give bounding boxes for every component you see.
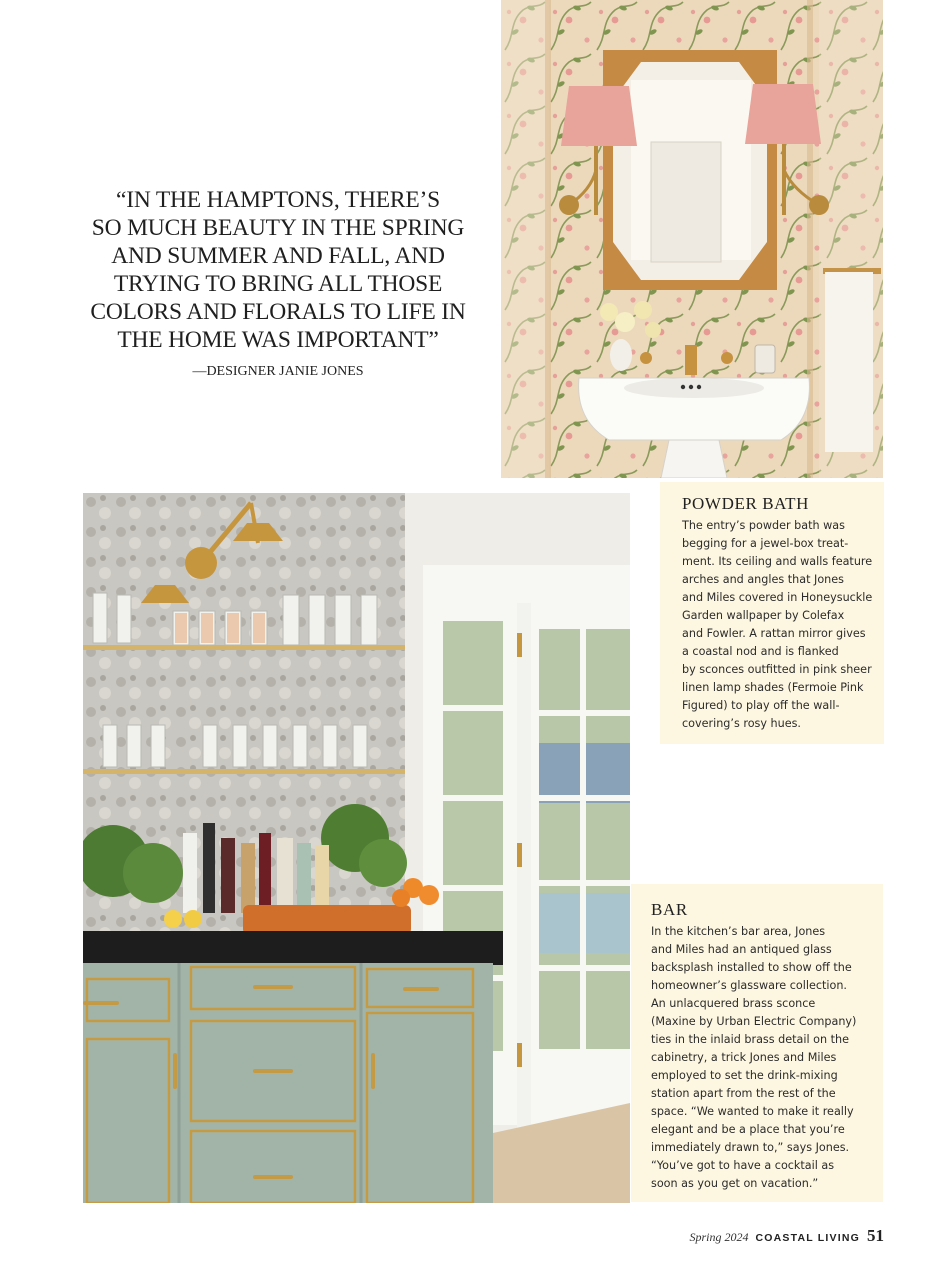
pull-quote — [78, 186, 478, 380]
caption-line: (Maxine by Urban Electric Company) — [651, 1015, 857, 1028]
caption-line: Garden wallpaper by Colefax — [682, 609, 845, 622]
pull-quote-text — [78, 186, 478, 354]
bar-title: BAR — [651, 900, 688, 919]
caption-line: ment. Its ceiling and walls feature — [682, 555, 873, 568]
caption-line: arches and angles that Jones — [682, 573, 844, 586]
quote-line: TRYING TO BRING ALL THOSE — [113, 271, 443, 297]
quote-line: COLORS AND FLORALS TO LIFE IN — [90, 299, 466, 325]
caption-line: and Miles covered in Honeysuckle — [682, 591, 873, 604]
powder-bath-title: POWDER BATH — [682, 494, 810, 513]
caption-line: ties in the inlaid brass detail on the — [651, 1033, 849, 1046]
caption-line: a coastal nod and is flanked — [682, 645, 839, 658]
caption-line: and Fowler. A rattan mirror gives — [682, 627, 866, 640]
quote-line: SO MUCH BEAUTY IN THE SPRING — [91, 215, 465, 241]
caption-line: and Miles had an antiqued glass — [651, 943, 832, 956]
caption-line: An unlacquered brass sconce — [651, 997, 816, 1010]
caption-line: covering’s rosy hues. — [682, 717, 801, 730]
bar-photo — [83, 493, 630, 1203]
caption-line: soon as you get on vacation.” — [651, 1177, 819, 1190]
bar-caption — [631, 884, 883, 1202]
quote-attribution: —DESIGNER JANIE JONES — [192, 364, 364, 379]
powder-bath-body — [682, 517, 874, 733]
quote-line: AND SUMMER AND FALL, AND — [111, 243, 445, 269]
caption-line: begging for a jewel-box treat- — [682, 537, 849, 550]
caption-line: “You’ve got to have a cocktail as — [651, 1159, 835, 1172]
caption-line: space. “We wanted to make it really — [651, 1105, 854, 1118]
caption-line: elegant and be a place that you’re — [651, 1123, 845, 1136]
caption-line: Figured) to play off the wall- — [682, 699, 840, 712]
powder-bath-caption — [660, 482, 884, 744]
caption-line: employed to set the drink-mixing — [651, 1069, 838, 1082]
bar-body — [651, 923, 873, 1193]
page-folio — [689, 1226, 884, 1248]
powder-bath-illustration — [501, 0, 883, 478]
caption-line: linen lamp shades (Fermoie Pink — [682, 681, 864, 694]
caption-line: station apart from the rest of the — [651, 1087, 836, 1100]
quote-line: THE HOME WAS IMPORTANT” — [117, 327, 439, 353]
caption-line: backsplash installed to show off the — [651, 961, 852, 974]
magazine-name: COASTAL LIVING — [755, 1232, 860, 1244]
page-number: 51 — [867, 1226, 884, 1245]
caption-line: immediately drawn to,” says Jones. — [651, 1141, 850, 1154]
powder-bath-photo — [501, 0, 883, 478]
issue-date: Spring 2024 — [689, 1230, 749, 1244]
bar-illustration — [83, 493, 630, 1203]
quote-line: “IN THE HAMPTONS, THERE’S — [115, 187, 440, 213]
caption-line: The entry’s powder bath was — [682, 519, 845, 532]
caption-line: homeowner’s glassware collection. — [651, 979, 847, 992]
caption-line: In the kitchen’s bar area, Jones — [651, 925, 826, 938]
caption-line: cabinetry, a trick Jones and Miles — [651, 1051, 837, 1064]
caption-line: by sconces outfitted in pink sheer — [682, 663, 872, 676]
